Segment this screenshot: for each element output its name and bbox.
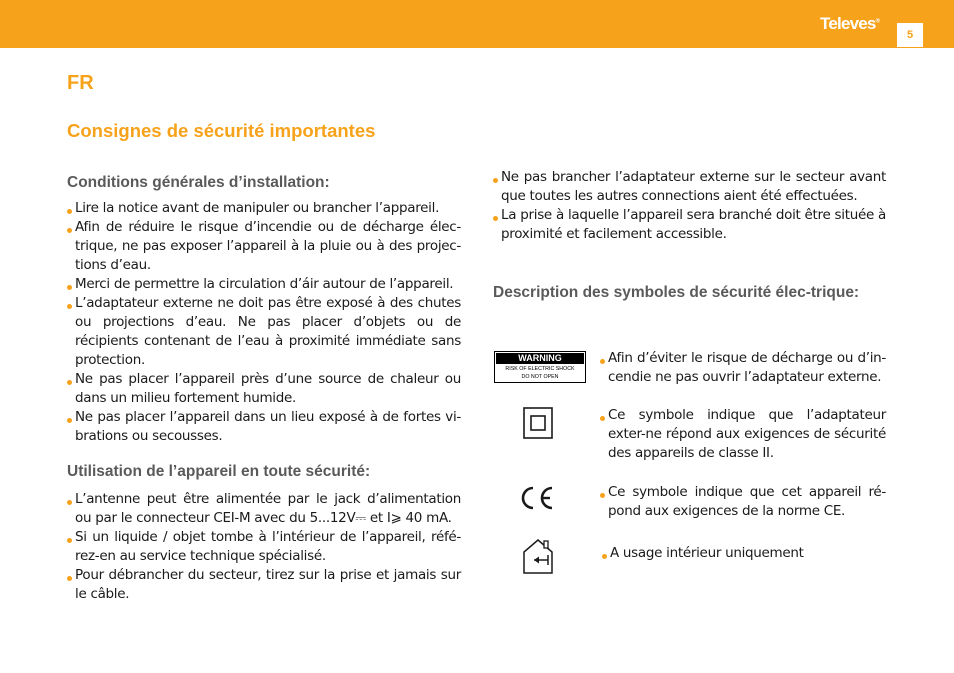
- list-item: A usage intérieur uniquement: [602, 544, 886, 563]
- symbol-desc-class-ii: [600, 406, 886, 463]
- list-item: Pour débrancher du secteur, tirez sur la prise et jamais sur le câble.: [67, 566, 461, 604]
- list-item: Afin de réduire le risque d’incendie ou de décharge élec-trique, ne pas exposer l’appareil à la pluie ou à des projec-tions d’eau.: [67, 218, 461, 275]
- warning-label-line2: DO NOT OPEN: [521, 374, 559, 380]
- warning-label-icon: [494, 351, 586, 383]
- installation-list: [67, 199, 461, 446]
- language-label: FR: [67, 72, 94, 94]
- header-bar: [0, 0, 954, 48]
- symbol-desc-warning: [600, 349, 886, 387]
- symbol-desc-indoor: [602, 544, 886, 563]
- list-item: Ne pas placer l’appareil près d’une source de chaleur ou dans un milieu fortement humide.: [67, 370, 461, 408]
- list-item: Lire la notice avant de manipuler ou brancher l’appareil.: [67, 199, 461, 218]
- list-item: L’adaptateur externe ne doit pas être exposé à des chutes ou projections d’eau. Ne pas placer d’objets ou de récipients contenant de l’eau à proximité immédiate sans protection.: [67, 294, 461, 370]
- section-heading-installation: Conditions générales d’installation:: [67, 174, 330, 191]
- list-item: Ne pas placer l’appareil dans un lieu exposé à de fortes vi-brations ou secousses.: [67, 408, 461, 446]
- list-item: La prise à laquelle l’appareil sera branché doit être située à proximité et facilement accessible.: [493, 206, 886, 244]
- list-item: Ce symbole indique que cet appareil ré-pond aux exigences de la norme CE.: [600, 483, 886, 521]
- warning-label-title: WARNING: [496, 353, 584, 364]
- list-item: Afin d’éviter le risque de décharge ou d’in-cendie ne pas ouvrir l’adaptateur externe.: [600, 349, 886, 387]
- section-heading-symbols: Description des symboles de sécurité élec-trique:: [493, 284, 860, 301]
- brand-logo: Televes®: [820, 14, 880, 33]
- list-item: L’antenne peut être alimentée par le jack d’alimentation ou par le connecteur CEI-M avec du 5...12V⎓ et I⩾ 40 mA.: [67, 490, 461, 528]
- page-title: Consignes de sécurité importantes: [67, 120, 376, 141]
- warning-label-line1: RISK OF ELECTRIC SHOCK: [505, 366, 575, 372]
- power-list: [493, 168, 886, 244]
- double-insulation-icon: [523, 407, 553, 439]
- page-number: 5: [897, 23, 923, 47]
- symbol-desc-ce: [600, 483, 886, 521]
- list-item: Ne pas brancher l’adaptateur externe sur le secteur avant que toutes les autres connections aient été effectuées.: [493, 168, 886, 206]
- list-item: Merci de permettre la circulation d’áir autour de l’appareil.: [67, 275, 461, 294]
- safe-use-list: [67, 490, 461, 604]
- ce-mark-icon: [517, 485, 555, 511]
- indoor-use-icon: [522, 538, 554, 574]
- section-heading-safe-use: Utilisation de l’appareil en toute sécurité:: [67, 463, 371, 480]
- list-item: Si un liquide / objet tombe à l’intérieur de l’appareil, réfé-rez-en au service technique spécialisé.: [67, 528, 461, 566]
- list-item: Ce symbole indique que l’adaptateur exter-ne répond aux exigences de sécurité des appareils de classe II.: [600, 406, 886, 463]
